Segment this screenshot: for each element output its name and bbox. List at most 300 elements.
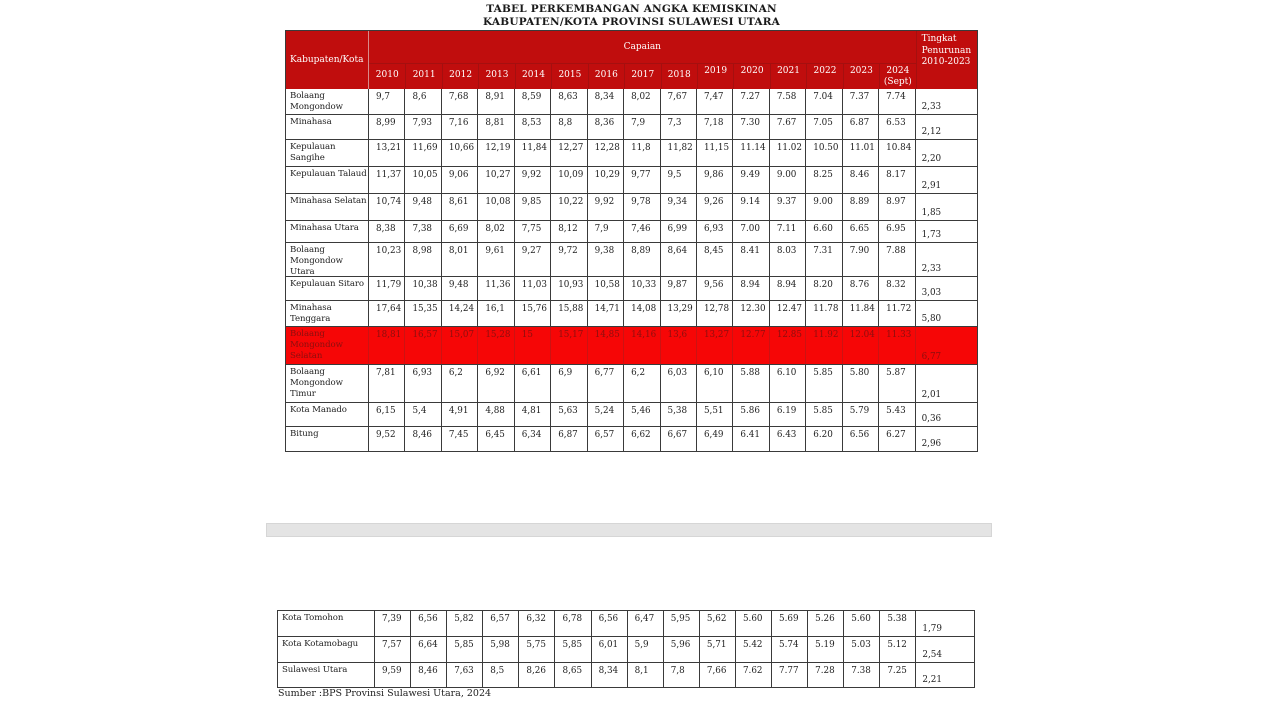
value-cell: 10,93	[551, 277, 587, 300]
tingkat-cell: 2,33	[921, 264, 942, 274]
value-cell: 10,38	[405, 277, 441, 300]
value-cell: 6,2	[624, 365, 660, 402]
value-cell: 9,5	[661, 167, 697, 193]
value-cell: 8,98	[405, 243, 441, 276]
value-cell: 16,57	[405, 327, 441, 364]
value-cell: 10,27	[478, 167, 514, 193]
value-cell: 7.58	[770, 89, 806, 114]
value-cell: 6,34	[515, 427, 551, 451]
value-cell: 6,10	[697, 365, 733, 402]
value-cell: 7,18	[697, 115, 733, 139]
value-cell: 5.85	[806, 403, 842, 426]
value-cell: 15,76	[515, 301, 551, 326]
value-cell: 8,36	[588, 115, 624, 139]
value-cell: 8,5	[483, 663, 519, 687]
table-row	[278, 662, 974, 687]
page-title	[285, 3, 978, 28]
value-cell: 13,27	[697, 327, 733, 364]
value-cell: 11.92	[806, 327, 842, 364]
value-cell: 5,95	[664, 611, 700, 636]
value-cell: 8,81	[478, 115, 514, 139]
value-cell: 10,29	[588, 167, 624, 193]
value-cell: 8.97	[879, 194, 915, 220]
value-cell: 14,16	[624, 327, 660, 364]
region-cell: Minahasa Selatan	[286, 194, 369, 220]
value-cell: 6,47	[628, 611, 664, 636]
tingkat-cell: 5,80	[921, 314, 942, 324]
value-cell: 9,7	[369, 89, 405, 114]
value-cell: 11.33	[879, 327, 915, 364]
value-cell: 9,61	[478, 243, 514, 276]
value-cell: 8,53	[515, 115, 551, 139]
value-cell: 6,61	[515, 365, 551, 402]
value-cell: 8.94	[770, 277, 806, 300]
value-cell: 8,12	[551, 221, 587, 242]
value-cell: 8,6	[405, 89, 441, 114]
table-row	[286, 426, 977, 451]
value-cell: 5.69	[772, 611, 808, 636]
tingkat-cell: 2,12	[921, 127, 942, 137]
value-cell: 6,2	[442, 365, 478, 402]
poverty-table-page2	[277, 610, 975, 688]
page-break-bar	[266, 523, 992, 537]
value-cell: 12,28	[588, 140, 624, 166]
value-cell: 6.43	[770, 427, 806, 451]
region-cell: Kepulauan Sangihe	[286, 140, 369, 166]
region-cell: Kota Tomohon	[278, 611, 375, 636]
table-row	[286, 364, 977, 402]
value-cell: 8,64	[661, 243, 697, 276]
value-cell: 7.88	[879, 243, 915, 276]
value-cell: 6,56	[592, 611, 628, 636]
table-row	[286, 242, 977, 276]
value-cell: 7,81	[369, 365, 405, 402]
table-row	[286, 220, 977, 242]
value-cell: 10.50	[806, 140, 842, 166]
value-cell: 5.38	[880, 611, 916, 636]
value-cell: 15,07	[442, 327, 478, 364]
value-cell: 11.84	[843, 301, 879, 326]
value-cell: 16,1	[478, 301, 514, 326]
value-cell: 8,45	[697, 243, 733, 276]
table-header	[286, 31, 977, 89]
value-cell: 8.46	[843, 167, 879, 193]
table-body	[286, 89, 977, 451]
value-cell: 9,85	[515, 194, 551, 220]
value-cell: 8,01	[442, 243, 478, 276]
tingkat-cell: 1,73	[921, 230, 942, 240]
value-cell: 14,24	[442, 301, 478, 326]
value-cell: 8,46	[405, 427, 441, 451]
year-header: 2015	[551, 64, 587, 89]
value-cell: 7.04	[806, 89, 842, 114]
value-cell: 8,8	[551, 115, 587, 139]
value-cell: 8,34	[592, 663, 628, 687]
value-cell: 8.94	[733, 277, 769, 300]
value-cell: 5.80	[843, 365, 879, 402]
header-capaian: Capaian	[369, 31, 916, 64]
value-cell: 6.19	[770, 403, 806, 426]
value-cell: 6,64	[411, 637, 447, 662]
tingkat-cell: 2,20	[921, 154, 942, 164]
value-cell: 12.85	[770, 327, 806, 364]
value-cell: 5,75	[519, 637, 555, 662]
value-cell: 10,22	[551, 194, 587, 220]
table-row	[286, 139, 977, 166]
value-cell: 6,56	[411, 611, 447, 636]
value-cell: 12,78	[697, 301, 733, 326]
value-cell: 12.30	[733, 301, 769, 326]
value-cell: 6.41	[733, 427, 769, 451]
region-cell: Minahasa Tenggara	[286, 301, 369, 326]
value-cell: 12.04	[843, 327, 879, 364]
value-cell: 8,02	[478, 221, 514, 242]
value-cell: 13,29	[661, 301, 697, 326]
value-cell: 6,32	[519, 611, 555, 636]
value-cell: 7.37	[843, 89, 879, 114]
region-cell: Bolaang Mongondow Timur	[286, 365, 369, 402]
value-cell: 5.85	[806, 365, 842, 402]
value-cell: 8.17	[879, 167, 915, 193]
value-cell: 13,6	[661, 327, 697, 364]
value-cell: 12,19	[478, 140, 514, 166]
value-cell: 5,38	[661, 403, 697, 426]
value-cell: 5,96	[664, 637, 700, 662]
year-header: 2018	[661, 64, 697, 89]
value-cell: 9,06	[442, 167, 478, 193]
value-cell: 14,08	[624, 301, 660, 326]
value-cell: 5.42	[736, 637, 772, 662]
value-cell: 6,87	[551, 427, 587, 451]
tingkat-cell: 2,21	[922, 675, 942, 685]
poverty-table-page1	[285, 30, 978, 452]
value-cell: 11,84	[515, 140, 551, 166]
header-region: Kabupaten/Kota	[286, 31, 369, 89]
value-cell: 10,66	[442, 140, 478, 166]
value-cell: 11,36	[478, 277, 514, 300]
value-cell: 13,21	[369, 140, 405, 166]
page-title-line2: KABUPATEN/KOTA PROVINSI SULAWESI UTARA	[483, 15, 780, 28]
tingkat-cell: 3,03	[921, 288, 942, 298]
value-cell: 10,74	[369, 194, 405, 220]
value-cell: 5,46	[624, 403, 660, 426]
value-cell: 6,01	[592, 637, 628, 662]
value-cell: 9.00	[806, 194, 842, 220]
value-cell: 7,47	[697, 89, 733, 114]
value-cell: 5.86	[733, 403, 769, 426]
region-cell: Bolaang Mongondow	[286, 89, 369, 114]
value-cell: 5,71	[700, 637, 736, 662]
value-cell: 6,57	[483, 611, 519, 636]
value-cell: 8.76	[843, 277, 879, 300]
value-cell: 11,69	[405, 140, 441, 166]
value-cell: 7.77	[772, 663, 808, 687]
value-cell: 11,8	[624, 140, 660, 166]
region-cell: Bitung	[286, 427, 369, 451]
table-row	[278, 611, 974, 636]
value-cell: 5.74	[772, 637, 808, 662]
region-cell: Bolaang Mongondow Utara	[286, 243, 369, 276]
value-cell: 7.38	[844, 663, 880, 687]
value-cell: 9,78	[624, 194, 660, 220]
value-cell: 8.25	[806, 167, 842, 193]
value-cell: 5,63	[551, 403, 587, 426]
region-cell: Kota Manado	[286, 403, 369, 426]
value-cell: 7,66	[700, 663, 736, 687]
value-cell: 11.14	[733, 140, 769, 166]
value-cell: 6.27	[879, 427, 915, 451]
tingkat-cell: 2,54	[922, 650, 942, 660]
source-note: Sumber :BPS Provinsi Sulawesi Utara, 2024	[278, 688, 492, 699]
value-cell: 6.95	[879, 221, 915, 242]
year-header: 2022	[806, 64, 842, 89]
value-cell: 9,87	[661, 277, 697, 300]
year-header: 2013	[478, 64, 514, 89]
value-cell: 6,9	[551, 365, 587, 402]
value-cell: 6,15	[369, 403, 405, 426]
value-cell: 5,85	[447, 637, 483, 662]
value-cell: 7,3	[661, 115, 697, 139]
value-cell: 12.47	[770, 301, 806, 326]
value-cell: 7.74	[879, 89, 915, 114]
value-cell: 10,33	[624, 277, 660, 300]
value-cell: 8,89	[624, 243, 660, 276]
tingkat-cell: 2,96	[921, 439, 942, 449]
value-cell: 18,81	[369, 327, 405, 364]
value-cell: 5,98	[483, 637, 519, 662]
value-cell: 11.02	[770, 140, 806, 166]
value-cell: 7,9	[588, 221, 624, 242]
table-row	[286, 276, 977, 300]
value-cell: 6.56	[843, 427, 879, 451]
header-tingkat-penurunan: Tingkat Penurunan 2010-2023	[916, 31, 977, 89]
value-cell: 9,59	[375, 663, 411, 687]
value-cell: 5,24	[588, 403, 624, 426]
value-cell: 7,16	[442, 115, 478, 139]
table-body-page2	[278, 611, 974, 687]
value-cell: 9,34	[661, 194, 697, 220]
region-cell: Kepulauan Talaud	[286, 167, 369, 193]
value-cell: 6.87	[843, 115, 879, 139]
value-cell: 7,67	[661, 89, 697, 114]
value-cell: 7.11	[770, 221, 806, 242]
value-cell: 9,92	[515, 167, 551, 193]
value-cell: 6,92	[478, 365, 514, 402]
value-cell: 10,08	[478, 194, 514, 220]
value-cell: 9.14	[733, 194, 769, 220]
value-cell: 8,46	[411, 663, 447, 687]
region-cell: Minahasa	[286, 115, 369, 139]
value-cell: 8,26	[519, 663, 555, 687]
value-cell: 7,46	[624, 221, 660, 242]
value-cell: 6,67	[661, 427, 697, 451]
table-row	[286, 166, 977, 193]
region-cell: Minahasa Utara	[286, 221, 369, 242]
year-header: 2016	[588, 64, 624, 89]
region-cell: Kota Kotamobagu	[278, 637, 375, 662]
value-cell: 6.53	[879, 115, 915, 139]
year-header: 2017	[624, 64, 660, 89]
value-cell: 15,17	[551, 327, 587, 364]
value-cell: 8,65	[555, 663, 591, 687]
table-row	[286, 402, 977, 426]
value-cell: 6,77	[588, 365, 624, 402]
value-cell: 11,15	[697, 140, 733, 166]
value-cell: 5.43	[879, 403, 915, 426]
table-row	[286, 300, 977, 326]
value-cell: 11.01	[843, 140, 879, 166]
value-cell: 17,64	[369, 301, 405, 326]
value-cell: 14,85	[588, 327, 624, 364]
value-cell: 5.19	[808, 637, 844, 662]
value-cell: 6,49	[697, 427, 733, 451]
year-header: 2012	[442, 64, 478, 89]
year-header: 2019	[697, 64, 733, 89]
year-header: 2020	[733, 64, 769, 89]
value-cell: 8.41	[733, 243, 769, 276]
value-cell: 5.88	[733, 365, 769, 402]
value-cell: 11,03	[515, 277, 551, 300]
value-cell: 7,8	[664, 663, 700, 687]
tingkat-cell: 1,85	[921, 208, 942, 218]
year-header: 2014	[515, 64, 551, 89]
value-cell: 7.31	[806, 243, 842, 276]
table-row	[286, 114, 977, 139]
value-cell: 9.37	[770, 194, 806, 220]
value-cell: 5.60	[736, 611, 772, 636]
value-cell: 6,69	[442, 221, 478, 242]
value-cell: 4,91	[442, 403, 478, 426]
year-header: 2023	[843, 64, 879, 89]
value-cell: 6,62	[624, 427, 660, 451]
value-cell: 10,09	[551, 167, 587, 193]
value-cell: 15	[515, 327, 551, 364]
region-cell: Kepulauan Sitaro	[286, 277, 369, 300]
value-cell: 7.27	[733, 89, 769, 114]
table-row	[278, 636, 974, 662]
value-cell: 5.60	[844, 611, 880, 636]
page-title-line1: TABEL PERKEMBANGAN ANGKA KEMISKINAN	[486, 3, 777, 15]
table-row	[286, 193, 977, 220]
value-cell: 6,03	[661, 365, 697, 402]
value-cell: 5,85	[555, 637, 591, 662]
value-cell: 7,45	[442, 427, 478, 451]
value-cell: 5.03	[844, 637, 880, 662]
value-cell: 7,68	[442, 89, 478, 114]
tingkat-cell: 2,01	[921, 390, 942, 400]
value-cell: 5,82	[447, 611, 483, 636]
value-cell: 7.05	[806, 115, 842, 139]
value-cell: 11,82	[661, 140, 697, 166]
value-cell: 8,99	[369, 115, 405, 139]
value-cell: 4,81	[515, 403, 551, 426]
value-cell: 15,88	[551, 301, 587, 326]
year-header: 2021	[770, 64, 806, 89]
tingkat-cell: 2,33	[921, 102, 942, 112]
value-cell: 6,93	[697, 221, 733, 242]
value-cell: 8.20	[806, 277, 842, 300]
value-cell: 6.20	[806, 427, 842, 451]
tingkat-cell: 0,36	[921, 414, 942, 424]
value-cell: 8.32	[879, 277, 915, 300]
value-cell: 9,52	[369, 427, 405, 451]
value-cell: 14,71	[588, 301, 624, 326]
value-cell: 11,79	[369, 277, 405, 300]
value-cell: 6.60	[806, 221, 842, 242]
value-cell: 10.84	[879, 140, 915, 166]
value-cell: 9,92	[588, 194, 624, 220]
value-cell: 7.30	[733, 115, 769, 139]
value-cell: 8,63	[551, 89, 587, 114]
value-cell: 8,34	[588, 89, 624, 114]
value-cell: 9,86	[697, 167, 733, 193]
value-cell: 15,35	[405, 301, 441, 326]
value-cell: 8,38	[369, 221, 405, 242]
value-cell: 5,51	[697, 403, 733, 426]
value-cell: 8.89	[843, 194, 879, 220]
year-header: 2024 (Sept)	[879, 64, 915, 89]
year-header: 2010	[375, 70, 399, 80]
value-cell: 9,27	[515, 243, 551, 276]
value-cell: 7.25	[880, 663, 916, 687]
tingkat-cell: 2,91	[921, 181, 942, 191]
value-cell: 5,4	[405, 403, 441, 426]
value-cell: 8,1	[628, 663, 664, 687]
value-cell: 7,57	[375, 637, 411, 662]
region-cell: Bolaang Mongondow Selatan	[286, 327, 369, 364]
value-cell: 5.87	[879, 365, 915, 402]
value-cell: 8.03	[770, 243, 806, 276]
value-cell: 6,78	[555, 611, 591, 636]
year-header: 2011	[405, 64, 441, 89]
value-cell: 7,93	[405, 115, 441, 139]
value-cell: 7.28	[808, 663, 844, 687]
value-cell: 6.10	[770, 365, 806, 402]
value-cell: 9,56	[697, 277, 733, 300]
value-cell: 7,39	[375, 611, 411, 636]
value-cell: 5.26	[808, 611, 844, 636]
value-cell: 5,62	[700, 611, 736, 636]
value-cell: 7,63	[447, 663, 483, 687]
tingkat-cell: 1,79	[922, 624, 942, 634]
value-cell: 8,02	[624, 89, 660, 114]
value-cell: 9,72	[551, 243, 587, 276]
value-cell: 5,9	[628, 637, 664, 662]
value-cell: 9,38	[588, 243, 624, 276]
value-cell: 6,93	[405, 365, 441, 402]
value-cell: 7.00	[733, 221, 769, 242]
value-cell: 12,27	[551, 140, 587, 166]
value-cell: 9,48	[442, 277, 478, 300]
tingkat-cell: 6,77	[921, 352, 942, 362]
value-cell: 6,57	[588, 427, 624, 451]
value-cell: 9,77	[624, 167, 660, 193]
value-cell: 11.78	[806, 301, 842, 326]
value-cell: 9.49	[733, 167, 769, 193]
value-cell: 9.00	[770, 167, 806, 193]
value-cell: 7,9	[624, 115, 660, 139]
value-cell: 5.12	[880, 637, 916, 662]
value-cell: 10,23	[369, 243, 405, 276]
value-cell: 7.62	[736, 663, 772, 687]
value-cell: 10,58	[588, 277, 624, 300]
value-cell: 15,28	[478, 327, 514, 364]
value-cell: 6,99	[661, 221, 697, 242]
value-cell: 11,37	[369, 167, 405, 193]
value-cell: 7.67	[770, 115, 806, 139]
value-cell: 10,05	[405, 167, 441, 193]
value-cell: 7,75	[515, 221, 551, 242]
